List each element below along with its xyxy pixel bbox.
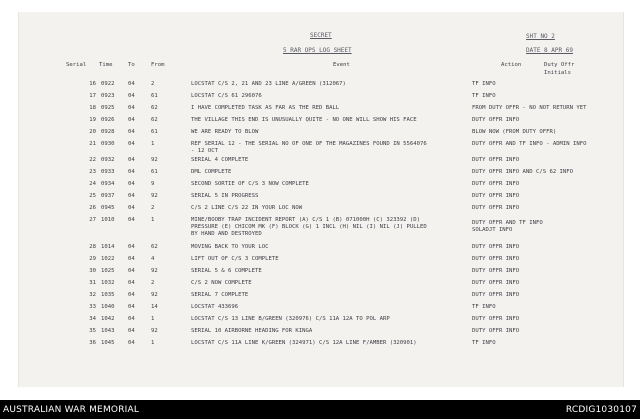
cell-serial: 31 [89,280,96,286]
cell-serial: 16 [89,81,96,87]
table-row [0,157,640,165]
cell-serial: 33 [89,304,96,310]
cell-to: 04 [128,217,135,223]
cell-to: 04 [128,93,135,99]
cell-serial: 32 [89,292,96,298]
cell-serial: 30 [89,268,96,274]
cell-event-line-2: - 12 OCT [191,148,218,154]
cell-to: 04 [128,169,135,175]
cell-to: 04 [128,141,135,147]
cell-from: 1 [151,340,155,346]
cell-to: 04 [128,81,135,87]
table-row [0,169,640,177]
archive-record-id: RCDIG1030107 [565,405,637,415]
cell-time: 1022 [101,256,115,262]
table-row [0,316,640,324]
table-row [0,181,640,189]
cell-event: LOCSTAT C/S 2, 21 AND 23 LINE A/GREEN (312067) [191,81,346,87]
cell-action: DUTY OFFR INFO AND C/S 62 INFO [472,169,574,175]
cell-event: MOVING BACK TO YOUR LOC [191,244,269,250]
col-header-initials-2: Initials [544,70,571,76]
table-row [0,340,640,348]
table-row [0,81,640,89]
cell-time: 1025 [101,268,115,274]
col-header-event: Event [333,62,350,68]
table-row [0,141,640,157]
cell-to: 04 [128,304,135,310]
cell-action: DUTY OFFR INFO [472,316,520,322]
cell-serial: 25 [89,193,96,199]
cell-action: TF INFO [472,304,496,310]
sheet-number: SHT NO 2 [526,33,555,40]
cell-time: 0923 [101,93,115,99]
cell-time: 0928 [101,129,115,135]
cell-time: 1040 [101,304,115,310]
cell-serial: 18 [89,105,96,111]
cell-time: 0933 [101,169,115,175]
table-row [0,193,640,201]
cell-action: DUTY OFFR INFO [472,157,520,163]
cell-action: DUTY OFFR INFO [472,117,520,123]
cell-action: TF INFO [472,93,496,99]
cell-action: DUTY OFFR INFO [472,328,520,334]
cell-action: DUTY OFFR INFO [472,244,520,250]
cell-action: DUTY OFFR INFO [472,268,520,274]
cell-event: LOCSTAT C/S 13 LINE B/GREEN (320976) C/S 11A 12A TO POL ARP [191,316,390,322]
cell-from: 62 [151,105,158,111]
cell-serial: 20 [89,129,96,135]
cell-from: 61 [151,93,158,99]
cell-to: 04 [128,328,135,334]
cell-time: 1032 [101,280,115,286]
cell-time: 0945 [101,205,115,211]
cell-to: 04 [128,280,135,286]
cell-time: 0932 [101,157,115,163]
cell-from: 62 [151,117,158,123]
table-row [0,328,640,336]
cell-to: 04 [128,340,135,346]
cell-event: I HAVE COMPLETED TASK AS FAR AS THE RED BALL [191,105,340,111]
table-row [0,244,640,252]
cell-action: DUTY OFFR AND TF INFO [472,220,543,226]
table-row [0,129,640,137]
cell-event: SERIAL 5 IN PROGRESS [191,193,259,199]
cell-time: 1042 [101,316,115,322]
cell-event: SECOND SORTIE OF C/S 3 NOW COMPLETE [191,181,309,187]
cell-from: 61 [151,169,158,175]
cell-action: DUTY OFFR INFO [472,193,520,199]
archive-name: AUSTRALIAN WAR MEMORIAL [3,405,140,415]
cell-event: THE VILLAGE THIS END IS UNUSUALLY QUITE - NO ONE WILL SHOW HIS FACE [191,117,417,123]
cell-from: 92 [151,268,158,274]
cell-action: DUTY OFFR INFO [472,280,520,286]
cell-event: DML COMPLETE [191,169,232,175]
cell-event: C/S 2 LINE C/S 22 IN YOUR LOC NOW [191,205,303,211]
cell-to: 04 [128,157,135,163]
cell-action: BLOW NOW (FROM DUTY OFFR) [472,129,557,135]
cell-serial: 19 [89,117,96,123]
table-row [0,105,640,113]
cell-time: 0930 [101,141,115,147]
sheet-date: DATE 8 APR 69 [526,47,573,54]
cell-time: 1035 [101,292,115,298]
cell-time: 0934 [101,181,115,187]
cell-to: 04 [128,205,135,211]
cell-serial: 24 [89,181,96,187]
cell-serial: 29 [89,256,96,262]
cell-time: 0925 [101,105,115,111]
cell-event: SERIAL 4 COMPLETE [191,157,249,163]
cell-from: 2 [151,280,155,286]
cell-event: WE ARE READY TO BLOW [191,129,259,135]
classification-heading: SECRET [310,32,332,39]
cell-time: 1045 [101,340,115,346]
col-header-to: To [128,62,135,68]
cell-to: 04 [128,193,135,199]
cell-to: 04 [128,181,135,187]
cell-event: C/S 2 NOW COMPLETE [191,280,252,286]
cell-time: 1010 [101,217,115,223]
cell-serial: 28 [89,244,96,250]
cell-from: 2 [151,81,155,87]
table-row [0,93,640,101]
col-header-serial: Serial [66,62,87,68]
table-row [0,205,640,213]
archive-footer-bar [0,400,640,419]
cell-event: LOCSTAT C/S 61 296076 [191,93,262,99]
cell-serial: 26 [89,205,96,211]
table-row [0,292,640,300]
cell-from: 1 [151,316,155,322]
cell-time: 0926 [101,117,115,123]
cell-event: MINE/BOOBY TRAP INCIDENT REPORT (A) C/S 1 (B) 071000H (C) 323392 (D) [191,217,421,223]
cell-to: 04 [128,292,135,298]
cell-event-line-3: BY HAND AND DESTROYED [191,231,262,237]
cell-serial: 27 [89,217,96,223]
cell-serial: 17 [89,93,96,99]
cell-event-line-2: PRESSURE (E) CHICOM MK (F) BLOCK (G) 1 INCL (H) NIL (I) NIL (J) PULLED [191,224,427,230]
table-row [0,268,640,276]
col-header-from: From [151,62,165,68]
cell-serial: 35 [89,328,96,334]
cell-to: 04 [128,244,135,250]
cell-to: 04 [128,268,135,274]
cell-from: 92 [151,193,158,199]
cell-from: 9 [151,181,155,187]
table-row [0,217,640,241]
cell-serial: 23 [89,169,96,175]
cell-event: SERIAL 10 AIRBORNE HEADING FOR KINGA [191,328,313,334]
cell-from: 92 [151,328,158,334]
cell-from: 61 [151,129,158,135]
cell-from: 1 [151,217,155,223]
cell-action: TF INFO [472,340,496,346]
cell-time: 0937 [101,193,115,199]
table-row [0,117,640,125]
cell-serial: 21 [89,141,96,147]
cell-from: 14 [151,304,158,310]
cell-to: 04 [128,316,135,322]
cell-event: LIFT OUT OF C/S 3 COMPLETE [191,256,279,262]
col-header-initials-1: Duty Offr [544,62,575,68]
cell-event: SERIAL 5 & 6 COMPLETE [191,268,262,274]
cell-serial: 36 [89,340,96,346]
cell-action: DUTY OFFR AND TF INFO - ADMIN INFO [472,141,587,147]
col-header-time: Time [99,62,113,68]
cell-action: DUTY OFFR INFO [472,181,520,187]
cell-to: 04 [128,117,135,123]
cell-action: DUTY OFFR INFO [472,205,520,211]
cell-from: 2 [151,205,155,211]
cell-serial: 34 [89,316,96,322]
cell-event: LOCSTAT C/S 11A LINE K/GREEN (324971) C/S 12A LINE F/AMBER (320901) [191,340,417,346]
cell-action-line-2: SOLADJT INFO [472,227,513,233]
cell-to: 04 [128,256,135,262]
cell-event: SERIAL 7 COMPLETE [191,292,249,298]
cell-event: LOCSTAT 433696 [191,304,239,310]
cell-action: DUTY OFFR INFO [472,292,520,298]
cell-from: 92 [151,157,158,163]
table-row [0,256,640,264]
cell-serial: 22 [89,157,96,163]
log-sheet-title: 5 RAR OPS LOG SHEET [283,47,352,54]
cell-event: REF SERIAL 12 - THE SERIAL NO OF ONE OF THE MAGAZINES FOUND IN 5564076 [191,141,427,147]
cell-action: DUTY OFFR INFO [472,256,520,262]
cell-from: 62 [151,244,158,250]
table-row [0,304,640,312]
cell-action: FROM DUTY OFFR - NO NOT RETURN YET [472,105,587,111]
cell-to: 04 [128,105,135,111]
cell-time: 0922 [101,81,115,87]
cell-time: 1014 [101,244,115,250]
cell-from: 4 [151,256,155,262]
col-header-action: Action [501,62,522,68]
cell-action: TF INFO [472,81,496,87]
cell-to: 04 [128,129,135,135]
table-row [0,280,640,288]
cell-time: 1043 [101,328,115,334]
cell-from: 1 [151,141,155,147]
cell-from: 92 [151,292,158,298]
